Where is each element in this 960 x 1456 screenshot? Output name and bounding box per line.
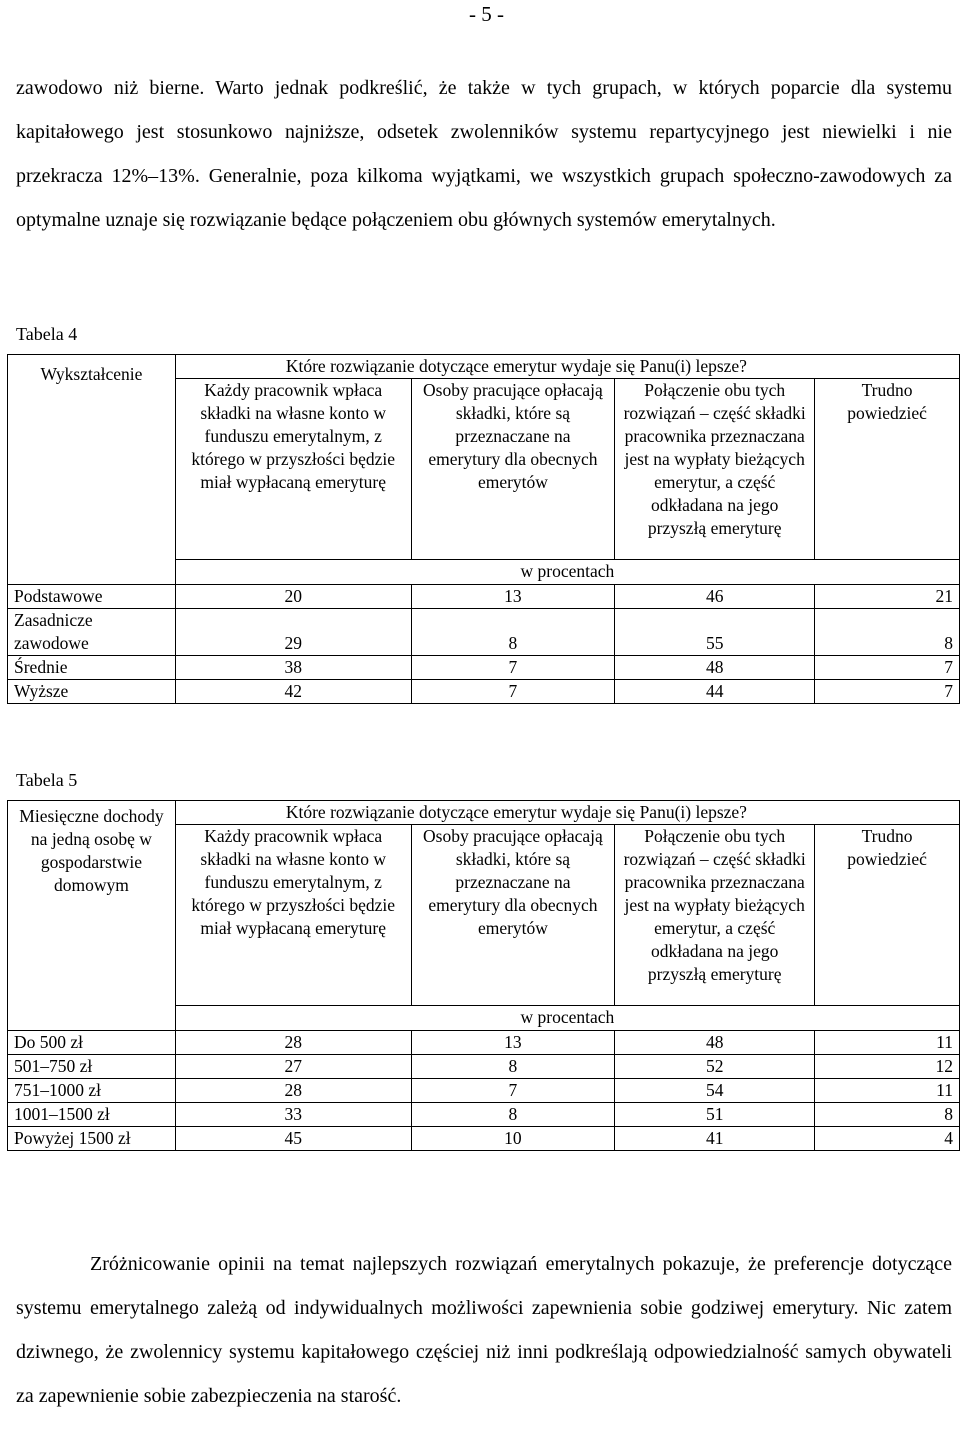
row-label: Podstawowe (8, 585, 176, 609)
cell-value: 27 (175, 1055, 411, 1079)
cell-value: 38 (175, 656, 411, 680)
cell-value: 12 (815, 1055, 960, 1079)
cell-value: 8 (411, 609, 615, 656)
cell-value: 8 (411, 1055, 615, 1079)
option-header-pay-as-you-go: Osoby pracujące opłacają składki, które są przeznaczane na emerytury dla obecnych emerytów (411, 379, 615, 560)
cell-value: 51 (615, 1103, 815, 1127)
row-label: Do 500 zł (8, 1031, 176, 1055)
cell-value: 7 (815, 656, 960, 680)
cell-value: 41 (615, 1127, 815, 1151)
closing-paragraph: Zróżnicowanie opinii na temat najlepszych rozwiązań emerytalnych pokazuje, że preferencje dotyczące systemu emerytalnego zależą od indywidualnych możliwości zapewnienia sobie godziwej emerytury. Nic zatem dziwnego, że zwolennicy systemu kapitałowego częściej niż inni podkreślają odpowiedzialność samych obywateli za zapewnienie sobie zabezpieczenia na starość. (16, 1253, 952, 1407)
cell-value: 7 (411, 1079, 615, 1103)
cell-value: 45 (175, 1127, 411, 1151)
cell-value: 8 (815, 1103, 960, 1127)
question-header: Które rozwiązanie dotyczące emerytur wydaje się Panu(i) lepsze? (175, 355, 959, 379)
unit-label: w procentach (175, 560, 959, 585)
cell-value: 7 (411, 680, 615, 704)
row-header: Wykształcenie (8, 355, 176, 585)
page-number: - 5 - (469, 2, 504, 26)
cell-value: 44 (615, 680, 815, 704)
table-income (7, 800, 960, 1151)
cell-value: 10 (411, 1127, 615, 1151)
row-label: Wyższe (8, 680, 176, 704)
option-header-individual-account: Każdy pracownik wpłaca składki na własne konto w funduszu emerytalnym, z którego w przyszłości będzie miał wypłacaną emeryturę (175, 379, 411, 560)
cell-value: 48 (615, 656, 815, 680)
cell-value: 28 (175, 1079, 411, 1103)
table4-caption: Tabela 4 (16, 324, 78, 344)
row-label: 751–1000 zł (8, 1079, 176, 1103)
table5-caption: Tabela 5 (16, 770, 78, 790)
cell-value: 54 (615, 1079, 815, 1103)
intro-paragraph: zawodowo niż bierne. Warto jednak podkreślić, że także w tych grupach, w których poparcie dla systemu kapitałowego jest stosunkowo najniższe, odsetek zwolenników systemu repartycyjnego jest niewielki i nie przekracza 12%–13%. Generalnie, poza kilkoma wyjątkami, we wszystkich grupach społeczno-zawodowych za optymalne uznaje się rozwiązanie będące połączeniem obu głównych systemów emerytalnych. (16, 77, 952, 231)
cell-value: 7 (411, 656, 615, 680)
cell-value: 42 (175, 680, 411, 704)
option-header-combined: Połączenie obu tych rozwiązań – część składki pracownika przeznaczana jest na wypłaty bieżących emerytur, a część odkładana na jego przyszłą emeryturę (615, 825, 815, 1006)
option-header-hard-to-say: Trudno powiedzieć (815, 379, 960, 560)
row-label: Zasadnicze zawodowe (8, 609, 176, 656)
option-header-individual-account: Każdy pracownik wpłaca składki na własne konto w funduszu emerytalnym, z którego w przyszłości będzie miał wypłacaną emeryturę (175, 825, 411, 1006)
cell-value: 29 (175, 609, 411, 656)
cell-value: 21 (815, 585, 960, 609)
cell-value: 48 (615, 1031, 815, 1055)
row-label: Średnie (8, 656, 176, 680)
cell-value: 8 (411, 1103, 615, 1127)
unit-label: w procentach (175, 1006, 959, 1031)
table-education (7, 354, 960, 704)
row-label: 501–750 zł (8, 1055, 176, 1079)
option-header-combined: Połączenie obu tych rozwiązań – część składki pracownika przeznaczana jest na wypłaty bieżących emerytur, a część odkładana na jego przyszłą emeryturę (615, 379, 815, 560)
cell-value: 13 (411, 1031, 615, 1055)
cell-value: 55 (615, 609, 815, 656)
cell-value: 7 (815, 680, 960, 704)
question-header: Które rozwiązanie dotyczące emerytur wydaje się Panu(i) lepsze? (175, 801, 959, 825)
cell-value: 8 (815, 609, 960, 656)
cell-value: 33 (175, 1103, 411, 1127)
row-label: Powyżej 1500 zł (8, 1127, 176, 1151)
cell-value: 28 (175, 1031, 411, 1055)
option-header-hard-to-say: Trudno powiedzieć (815, 825, 960, 1006)
row-label: 1001–1500 zł (8, 1103, 176, 1127)
cell-value: 11 (815, 1031, 960, 1055)
cell-value: 13 (411, 585, 615, 609)
option-header-pay-as-you-go: Osoby pracujące opłacają składki, które są przeznaczane na emerytury dla obecnych emerytów (411, 825, 615, 1006)
cell-value: 20 (175, 585, 411, 609)
cell-value: 46 (615, 585, 815, 609)
cell-value: 4 (815, 1127, 960, 1151)
cell-value: 52 (615, 1055, 815, 1079)
row-header: Miesięczne dochody na jedną osobę w gospodarstwie domowym (8, 801, 176, 1031)
cell-value: 11 (815, 1079, 960, 1103)
